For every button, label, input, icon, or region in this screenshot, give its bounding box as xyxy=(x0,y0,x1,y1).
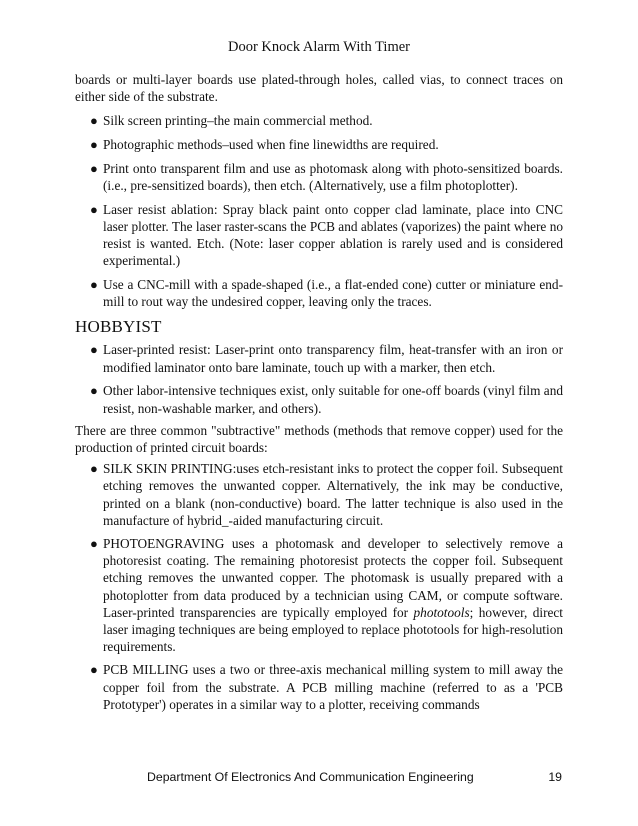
bullet-icon: ● xyxy=(90,113,98,128)
section-heading-hobbyist: HOBBYIST xyxy=(75,317,162,337)
list-item: ● Print onto transparent film and use as photomask along with photo-sensitized boards. (i.e., pre-sensitized boards), then etch. (Alternatively, use a film photoplotter). xyxy=(90,160,563,193)
list-item: ● SILK SKIN PRINTING:uses etch-resistant inks to protect the copper foil. Subsequent etching removes the unwanted copper. Alternatively, the ink may be conductive, printed on a blank (non-conductive) board. The latter technique is also used in the manufacture of hybrid_-aided manufacturing circuit. xyxy=(90,461,563,528)
methods-list xyxy=(75,112,563,310)
hobbyist-list xyxy=(75,341,563,416)
list-item: ● PHOTOENGRAVING uses a photomask and developer to selectively remove a photoresist coating. The remaining photoresist protects the copper foil. Subsequent etching removes the unwanted copper. The photomask is usually prepared with a photoplotter from data produced by a technician using CAM, or compute software. Laser-printed transparencies are typically employed for phototools; however, direct laser imaging techniques are being employed to replace phototools for high-resolution requirements. xyxy=(90,536,564,655)
bullet-icon: ● xyxy=(90,536,98,552)
list-item: ● PCB MILLING uses a two or three-axis mechanical milling system to mill away the copper foil from the substrate. A PCB milling machine (referred to as a 'PCB Prototyper') operates in a similar way to a plotter, receiving commands xyxy=(90,662,563,712)
bullet-icon: ● xyxy=(90,277,98,292)
bullet-icon: ● xyxy=(90,383,98,399)
page-body xyxy=(75,71,563,713)
running-header: Door Knock Alarm With Timer xyxy=(227,39,410,55)
list-item: ● Use a CNC-mill with a spade-shaped (i.e., a flat-ended cone) cutter or miniature end-mill to rout way the undesired copper, leaving only the traces. xyxy=(90,277,563,310)
footer-department: Department Of Electronics And Communication Engineering xyxy=(147,770,474,784)
subtractive-intro: There are three common "subtractive" methods (methods that remove copper) used for the production of printed circuit boards: xyxy=(75,422,563,456)
bullet-icon: ● xyxy=(90,662,98,678)
intro-paragraph: boards or multi-layer boards use plated-through holes, called vias, to connect traces on either side of the substrate. xyxy=(75,72,563,105)
bullet-icon: ● xyxy=(90,342,98,358)
list-item: ● Photographic methods–used when fine linewidths are required. xyxy=(90,136,439,152)
bullet-icon: ● xyxy=(90,461,98,477)
list-item: ● Laser resist ablation: Spray black paint onto copper clad laminate, place into CNC laser plotter. The laser raster-scans the PCB and ablates (vaporizes) the paint where no resist is wanted. Etch. (Note: laser copper ablation is rarely used and is considered experimental.) xyxy=(90,201,563,269)
page-number: 19 xyxy=(548,770,562,784)
bullet-icon: ● xyxy=(90,201,98,217)
bullet-icon: ● xyxy=(90,136,98,152)
list-item: ● Other labor-intensive techniques exist, only suitable for one-off boards (vinyl film and resist, non-washable marker, and others). xyxy=(90,383,563,416)
italic-term: phototools xyxy=(413,604,470,620)
list-item: ● Laser-printed resist: Laser-print onto transparency film, heat-transfer with an iron or modified laminator onto bare laminate, touch up with a marker, then etch. xyxy=(90,342,563,375)
bullet-icon: ● xyxy=(90,160,98,176)
list-item: ● Silk screen printing–the main commercial method. xyxy=(90,113,373,128)
subtractive-list xyxy=(75,460,563,713)
